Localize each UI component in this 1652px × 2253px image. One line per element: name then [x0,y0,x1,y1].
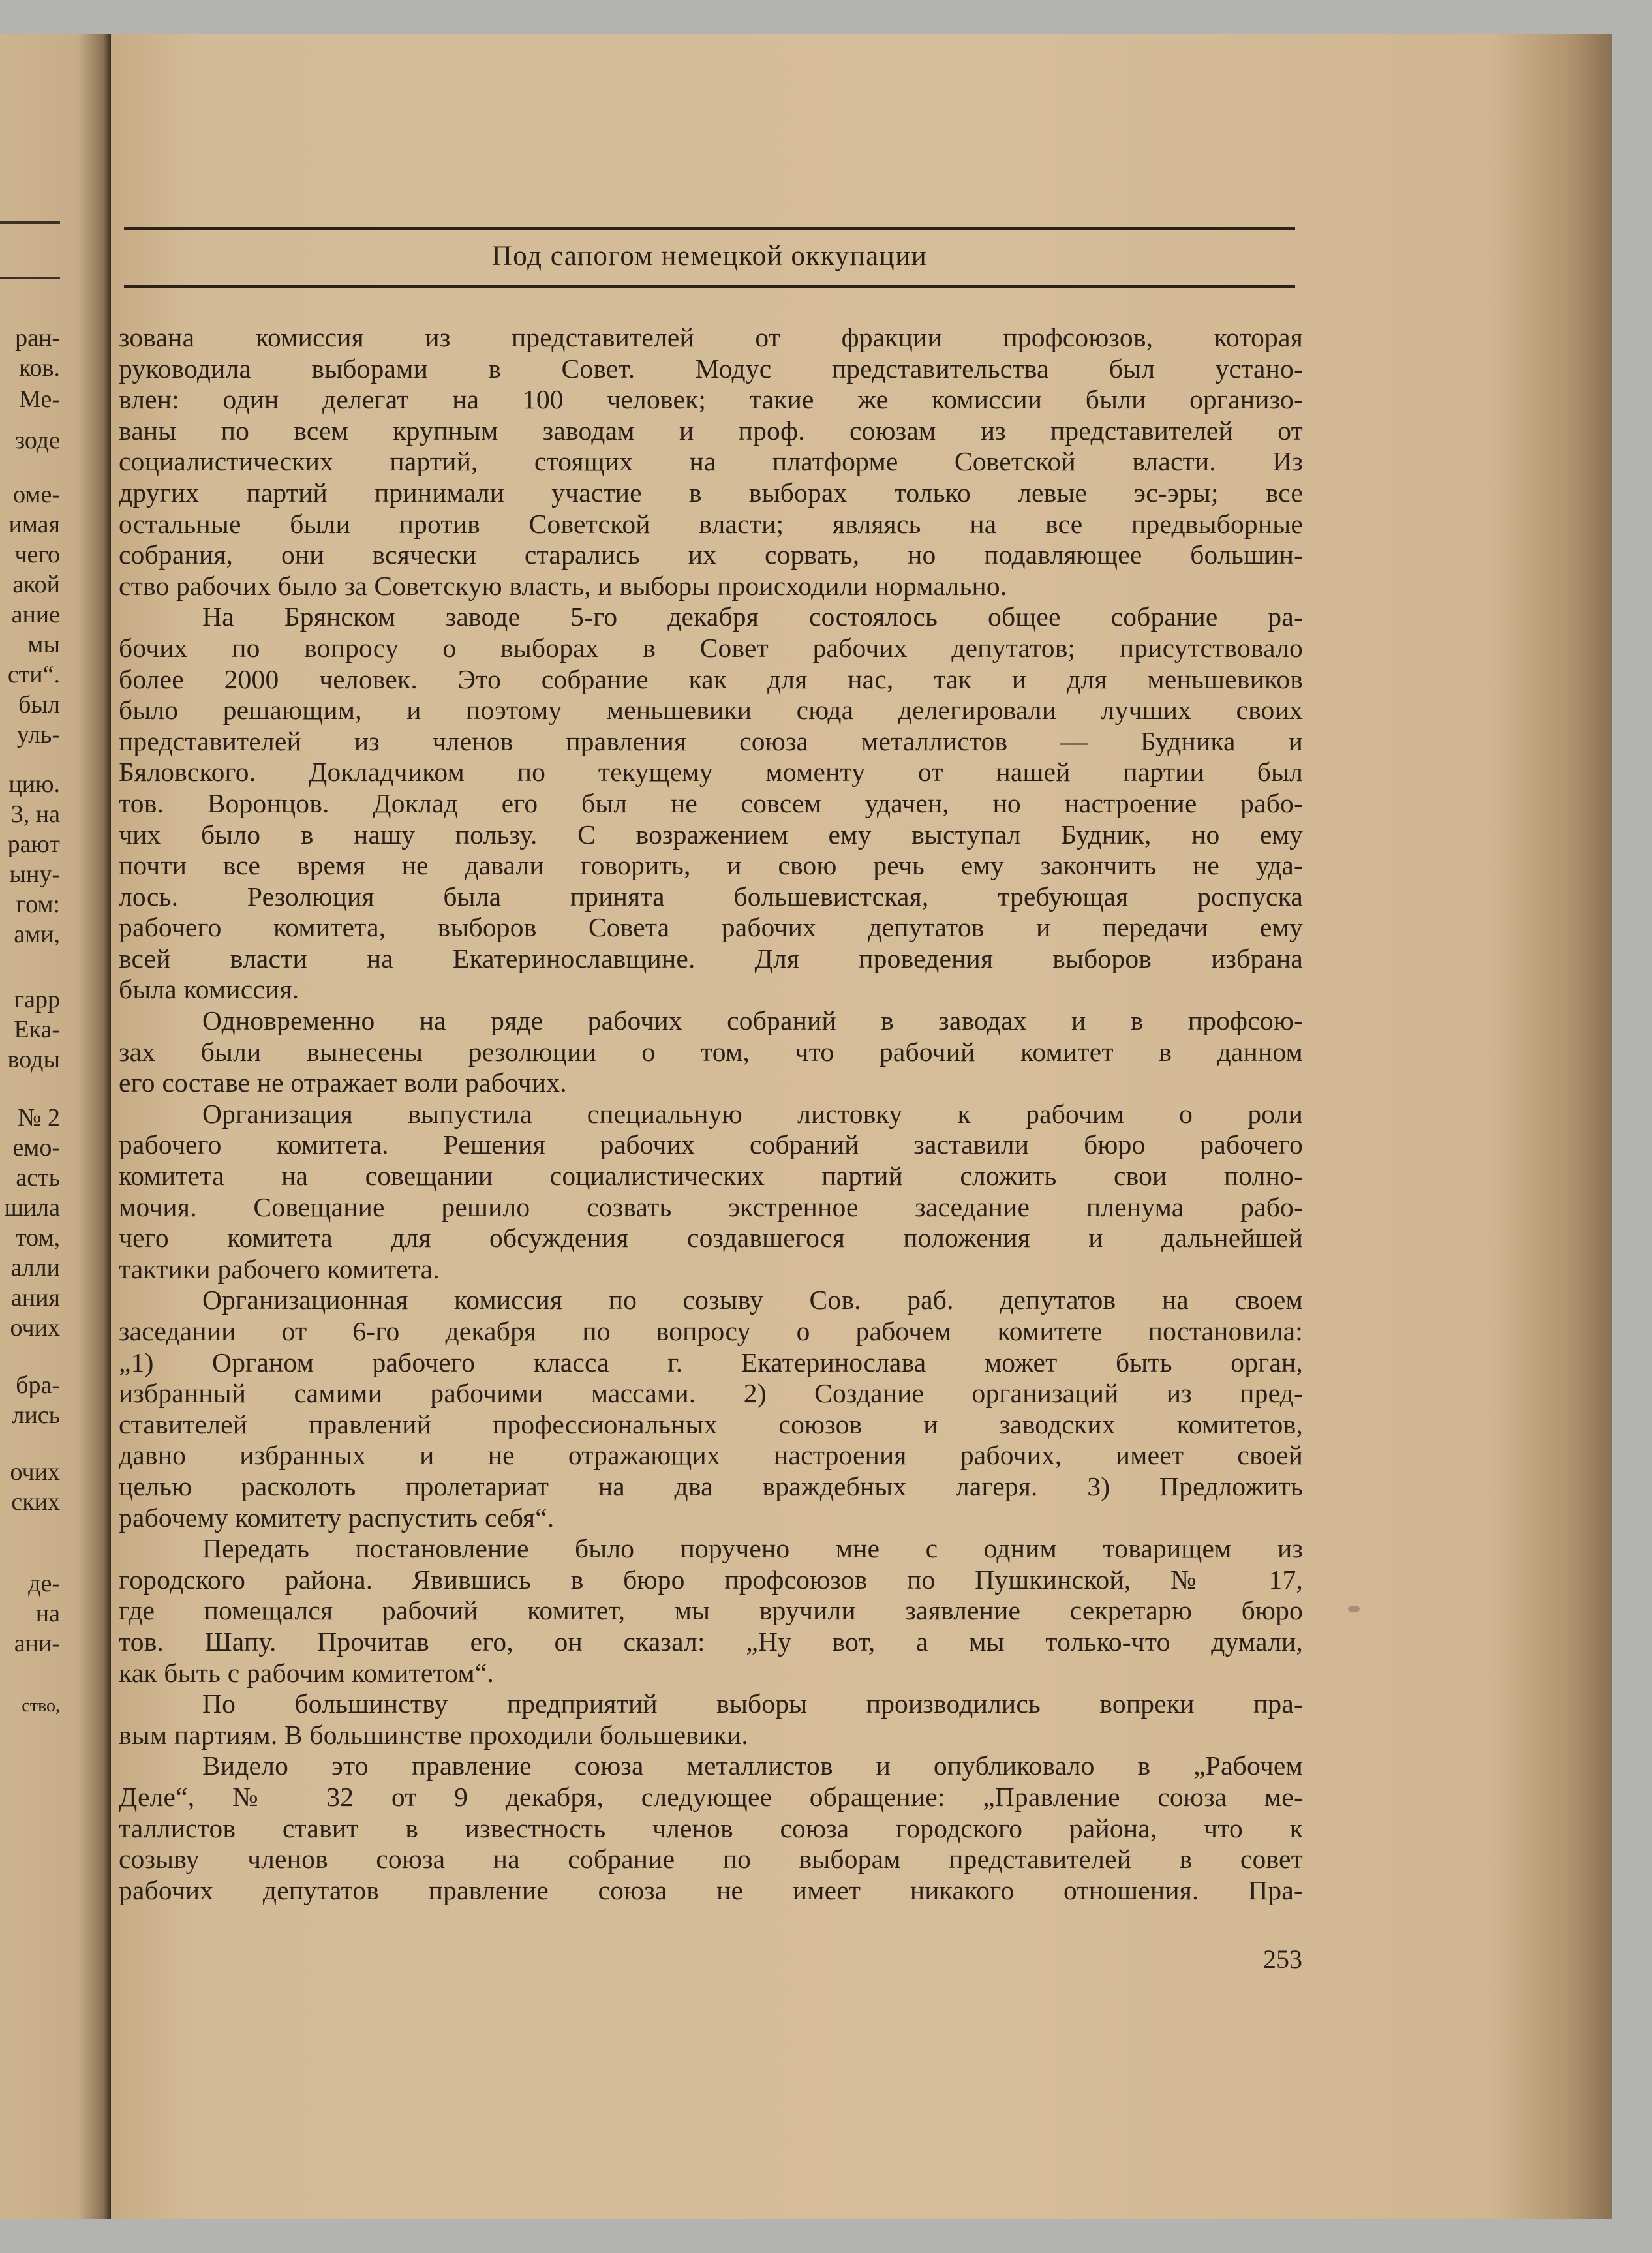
text-line: тов. Шапу. Прочитав его, он сказал: „Ну вот, а мы только-что думали, [119,1626,1303,1657]
text-line: всей власти на Екатеринославщине. Для проведения выборов избрана [119,943,1303,973]
text-line: Бяловского. Докладчиком по текущему моменту от нашей партии был [119,757,1303,788]
left-page-fragment: зоде [15,427,60,454]
text-line: остальные были против Советской власти; являясь на все предвыборные [119,508,1303,539]
text-line: созыву членов союза на собрание по выборам представителей в совет [119,1844,1303,1875]
left-page-fragment: емо- [12,1134,60,1161]
left-page-fragment: Ме- [19,386,60,413]
text-line: заседании от 6-го декабря по вопросу о рабочем комитете постановила: [119,1316,1303,1346]
text-line: Видело это правление союза металлистов и опубликовало в „Рабочем [202,1751,1303,1781]
text-line: как быть с рабочим комитетом“. [119,1657,495,1688]
text-line: Одновременно на ряде рабочих собраний в заводах и в профсою- [202,1005,1303,1036]
text-line: ставителей правлений профессиональных союзов и заводских комитетов, [119,1409,1303,1439]
text-line: зована комиссия из представителей от фракции профсоюзов, которая [119,322,1303,352]
left-page-fragment: ание [11,601,60,628]
left-page-fragment: очих [10,1458,60,1486]
text-line: рабочему комитету распустить себя“. [119,1502,555,1533]
text-line: бочих по вопросу о выборах в Совет рабочих депутатов; присутствовало [119,632,1303,663]
body-text [119,322,1303,1906]
text-line: рабочих депутатов правление союза не имеет никакого отношения. Пра- [119,1875,1303,1905]
left-page-fragment: акой [12,571,60,598]
text-line: тактики рабочего комитета. [119,1253,440,1284]
text-line: мочия. Совещание решило созвать экстренное заседание пленума рабо- [119,1191,1303,1222]
left-page-fragment: том, [16,1224,60,1251]
text-line: таллистов ставит в известность членов союза городского района, что к [119,1813,1303,1843]
text-line: Передать постановление было поручено мне с одним товарищем из [202,1533,1303,1564]
left-page-rule [0,221,60,224]
text-line: Организационная комиссия по созыву Сов. раб. депутатов на своем [202,1285,1303,1315]
ink-smudge [1348,1606,1360,1612]
text-line: его составе не отражает воли рабочих. [119,1067,567,1098]
header-rule-bottom [124,285,1295,288]
left-page-fragment: ами, [14,921,60,948]
left-page-fragment: ских [11,1488,60,1516]
left-page-fragment: Ека- [14,1016,60,1043]
text-line: вым партиям. В большинстве проходили большевики. [119,1719,748,1750]
text-line: влен: один делегат на 100 человек; такие же комиссии были организо- [119,384,1303,415]
text-line: почти все время не давали говорить, и свою речь ему закончить не уда- [119,850,1303,881]
left-page-fragment: чего [14,541,60,568]
text-line: рабочего комитета, выборов Совета рабочих депутатов и передачи ему [119,912,1303,943]
text-line: рабочего комитета. Решения рабочих собраний заставили бюро рабочего [119,1129,1303,1160]
left-page-fragment: был [18,691,60,718]
text-line: ваны по всем крупным заводам и проф. союзам из представителей от [119,415,1303,446]
left-page-fragment: шила [4,1194,60,1221]
left-page-fragment: имая [8,511,60,538]
left-page-fragment: цию. [8,771,60,798]
left-page-fragment: сти“. [7,661,60,688]
text-line: была комиссия. [119,974,299,1005]
header-rule-top [124,227,1295,230]
text-line: зах были вынесены резолюции о том, что рабочий комитет в данном [119,1036,1303,1067]
left-page-fragment: бра- [16,1372,60,1399]
text-line: избранный самими рабочими массами. 2) Создание организаций из пред- [119,1378,1303,1409]
text-line: По большинству предприятий выборы производились вопреки пра- [202,1689,1303,1719]
text-line: более 2000 человек. Это собрание как для нас, так и для меньшевиков [119,664,1303,694]
text-line: социалистических партий, стоящих на платформе Советской власти. Из [119,446,1303,477]
left-page-fragment: воды [7,1046,60,1073]
left-page-fragment: асть [16,1164,60,1191]
running-header: Под сапогом немецкой оккупации [491,241,928,271]
text-line: было решающим, и поэтому меньшевики сюда делегировали лучших своих [119,695,1303,726]
text-line: На Брянском заводе 5-го декабря состоялось общее собрание ра- [202,602,1303,632]
left-page-fragment: ство, [22,1696,60,1716]
text-line: Деле“, № 32 от 9 декабря, следующее обращение: „Правление союза ме- [119,1781,1303,1812]
text-line: представителей из членов правления союза металлистов — Будника и [119,726,1303,756]
left-page-fragment: № 2 [18,1104,60,1131]
left-page-fragment: гарр [14,986,60,1013]
text-line: лось. Резолюция была принята большевистская, требующая роспуска [119,881,1303,912]
left-page-rule [0,277,60,279]
text-line: Организация выпустила специальную листовку к рабочим о роли [202,1098,1303,1129]
left-page-fragment: де- [28,1570,60,1597]
left-page-fragment: ков. [19,354,60,382]
left-page-fragment: на [35,1600,60,1627]
text-line: ство рабочих было за Советскую власть, и выборы происходили нормально. [119,570,1007,601]
scanned-spread [0,34,1612,2219]
text-line: чего комитета для обсуждения создавшегося положения и дальнейшей [119,1223,1303,1253]
left-page-fragment: мы [27,631,60,658]
text-line: собрания, они всячески старались их сорвать, но подавляющее большин- [119,540,1303,570]
left-page-fragment: рают [7,831,60,858]
text-line: комитета на совещании социалистических партий сложить свои полно- [119,1161,1303,1191]
left-page-fragment: ыну- [9,861,60,888]
left-page-fragment: оме- [13,481,60,508]
page-number: 253 [1263,1944,1302,1974]
left-page-edge [0,34,111,2219]
text-line: целью расколоть пролетариат на два враждебных лагеря. 3) Предложить [119,1471,1303,1501]
text-line: „1) Органом рабочего класса г. Екатеринослава может быть орган, [119,1347,1303,1377]
text-line: где помещался рабочий комитет, мы вручили заявление секретарю бюро [119,1595,1303,1626]
text-line: тов. Воронцов. Доклад его был не совсем удачен, но настроение рабо- [119,788,1303,818]
left-page-fragment: гом: [16,891,60,918]
text-line: давно избранных и не отражающих настроения рабочих, имеет своей [119,1440,1303,1471]
left-page-fragment: уль- [16,721,60,748]
left-page-fragment: ания [10,1284,60,1311]
text-line: руководила выборами в Совет. Модус представительства был устано- [119,353,1303,384]
left-page-fragment: ран- [15,324,60,352]
text-line: городского района. Явившись в бюро профсоюзов по Пушкинской, № 17, [119,1564,1303,1595]
left-page-fragment: очих [10,1314,60,1341]
left-page-fragment: алли [10,1254,60,1281]
text-line: чих было в нашу пользу. С возражением ему выступал Будник, но ему [119,819,1303,850]
left-page-fragment: лись [12,1402,60,1429]
left-page-fragment: ани- [14,1630,60,1657]
text-line: других партий принимали участие в выборах только левые эс-эры; все [119,477,1303,508]
left-page-fragment: 3, на [10,801,60,828]
